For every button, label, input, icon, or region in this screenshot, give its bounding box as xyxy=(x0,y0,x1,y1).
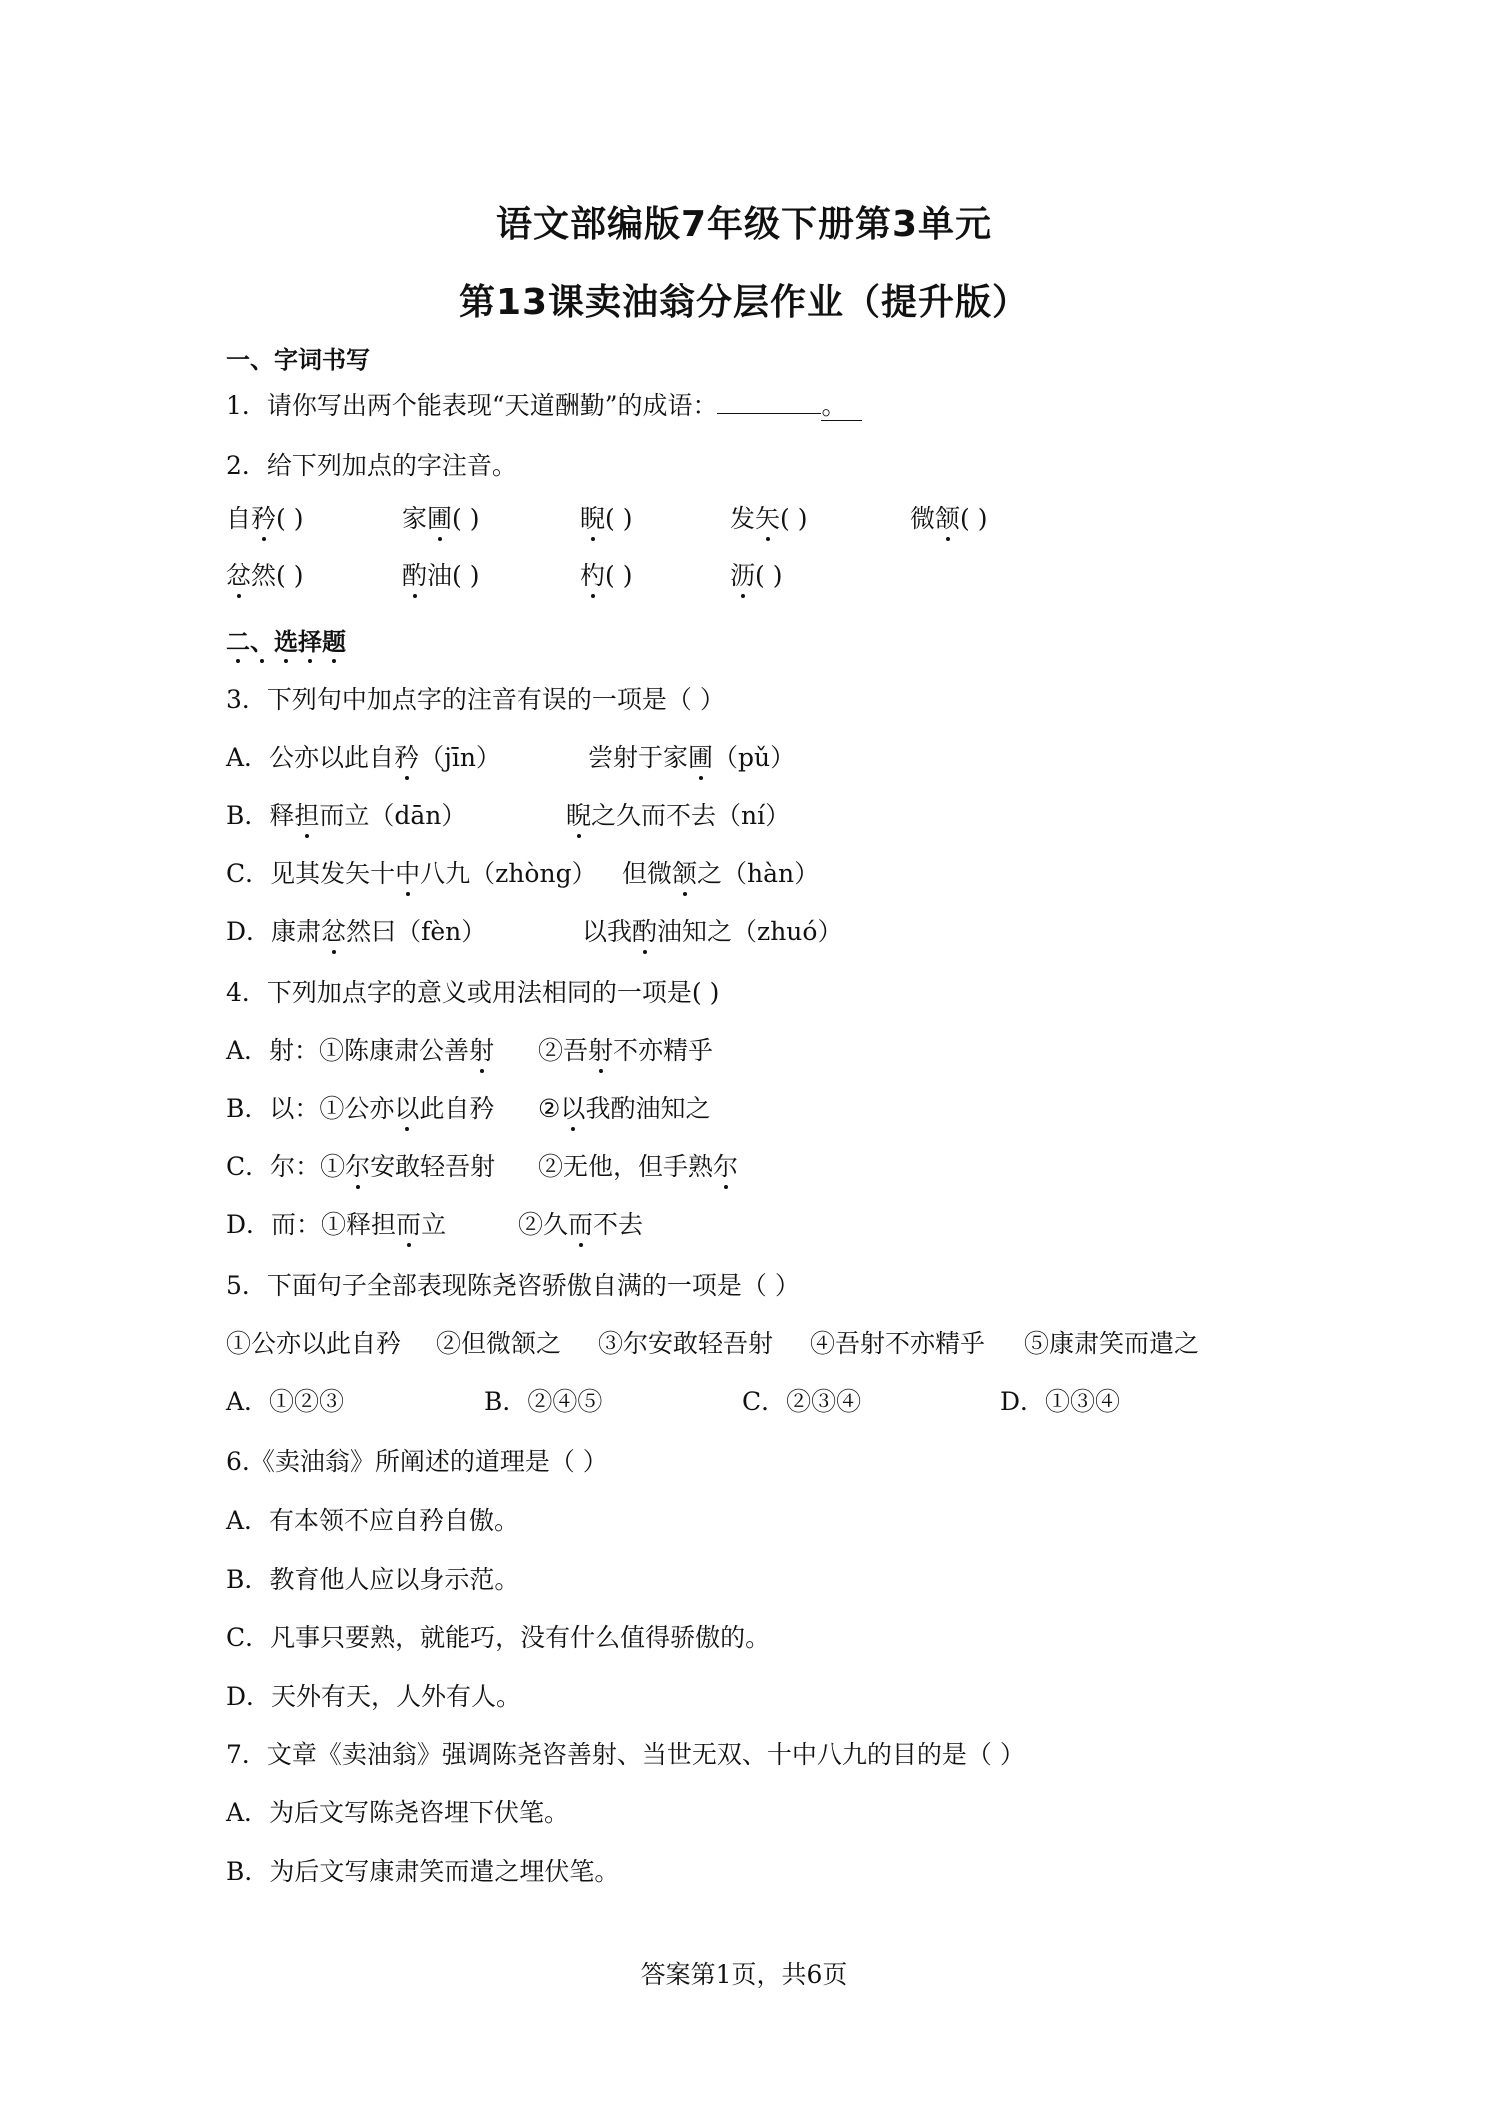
pinyin-item xyxy=(730,503,808,535)
pinyin-item-pre: 家 xyxy=(402,504,428,533)
option-part-a xyxy=(226,916,486,948)
pinyin-dotted-char: 忿 xyxy=(226,561,252,590)
option-part-b xyxy=(622,858,819,890)
choice-option[interactable]: B．②④⑤ xyxy=(484,1387,603,1416)
question-2: 2．给下列加点的字注音。 xyxy=(226,451,517,480)
option-b-post: 我酌油知之 xyxy=(585,1094,711,1123)
document-title: 语文部编版7年级下册第3单元 xyxy=(495,204,993,245)
option-part-b xyxy=(538,1035,713,1067)
option-b-dotted-char: 颔 xyxy=(672,859,698,888)
option-a-dotted-char: 矜 xyxy=(394,743,420,772)
option-a-post: （jīn） xyxy=(419,743,501,772)
pinyin-item xyxy=(730,560,782,592)
question-4-stem: 4．下列加点字的意义或用法相同的一项是( ) xyxy=(226,978,720,1007)
section-heading-vocabulary: 一、字词书写 xyxy=(226,346,370,374)
option-a-dotted-char: 而 xyxy=(396,1210,422,1239)
pinyin-dotted-char: 酌 xyxy=(402,561,428,590)
option-a-pre: D．而：①释担 xyxy=(226,1210,397,1239)
option-b-dotted-char: 而 xyxy=(568,1210,594,1239)
statement-item: ②但微颔之 xyxy=(436,1329,562,1358)
option-b-pre: ②久 xyxy=(518,1210,569,1239)
option-b-post: 油知之（zhuó） xyxy=(657,917,843,946)
option-part-b xyxy=(518,1209,643,1241)
answer-blank[interactable] xyxy=(717,391,821,414)
option-b-dotted-char: 尔 xyxy=(713,1152,739,1181)
pinyin-item-pre: 自 xyxy=(226,504,252,533)
option-part-b xyxy=(566,800,790,832)
option-a-post: 此自矜 xyxy=(419,1094,495,1123)
option-a-dotted-char: 担 xyxy=(294,801,320,830)
option-b-post: 之（hàn） xyxy=(697,859,820,888)
option-part-a xyxy=(226,1093,494,1125)
option-a-pre: C．见其发矢十 xyxy=(226,859,396,888)
choice-option[interactable]: B．教育他人应以身示范。 xyxy=(226,1564,520,1594)
pinyin-item xyxy=(402,560,479,592)
option-b-dotted-char: 圃 xyxy=(688,743,714,772)
option-b-dotted-char: 睨 xyxy=(566,801,592,830)
option-a-pre: A．公亦以此自 xyxy=(226,743,395,772)
choice-option[interactable]: D．天外有天，人外有人。 xyxy=(226,1681,522,1711)
choice-option[interactable]: D．①③④ xyxy=(1000,1387,1121,1416)
option-part-a xyxy=(226,742,501,774)
pinyin-item-post: ( ) xyxy=(605,561,633,590)
option-b-dotted-char: 以 xyxy=(560,1094,586,1123)
option-a-pre: B．以：①公亦 xyxy=(226,1094,395,1123)
pinyin-dotted-char: 睨 xyxy=(580,504,606,533)
option-a-post: 八九（zhòng） xyxy=(420,859,597,888)
option-a-pre: D．康肃 xyxy=(226,917,322,946)
choice-option[interactable]: A．为后文写陈尧咨埋下伏笔。 xyxy=(226,1798,570,1827)
option-b-pre: 以我 xyxy=(582,917,633,946)
option-part-b xyxy=(582,916,842,948)
choice-option[interactable]: C．②③④ xyxy=(742,1387,862,1416)
question-1-text: 1．请你写出两个能表现“天道酬勤”的成语： xyxy=(226,391,718,420)
pinyin-item xyxy=(226,503,304,535)
section-heading-choice: 二、选择题 xyxy=(226,622,346,657)
pinyin-item-post: ( ) xyxy=(960,504,988,533)
option-a-post: 而立（dān） xyxy=(319,801,467,830)
question-1 xyxy=(226,390,862,422)
option-part-b xyxy=(538,1151,738,1183)
pinyin-item-pre: 发 xyxy=(730,504,756,533)
pinyin-dotted-char: 沥 xyxy=(730,561,756,590)
option-part-a xyxy=(226,858,597,890)
option-part-a xyxy=(226,1035,494,1067)
choice-option[interactable]: B．为后文写康肃笑而遣之埋伏笔。 xyxy=(226,1856,620,1886)
pinyin-item-post: ( ) xyxy=(452,504,480,533)
option-b-post: （pǔ） xyxy=(713,743,796,772)
question-5-stem: 5．下面句子全部表现陈尧咨骄傲自满的一项是（ ） xyxy=(226,1271,800,1300)
pinyin-dotted-char: 颔 xyxy=(935,504,961,533)
choice-option[interactable]: A．有本领不应自矜自傲。 xyxy=(226,1506,520,1535)
option-part-a xyxy=(226,1151,495,1183)
document-subtitle: 第13课卖油翁分层作业（提升版） xyxy=(458,282,1030,323)
option-part-b xyxy=(538,1093,710,1125)
option-part-a xyxy=(226,1209,446,1241)
option-a-pre: C．尔：① xyxy=(226,1152,346,1181)
option-b-pre: 尝射于家 xyxy=(588,743,689,772)
option-b-pre: ② xyxy=(538,1094,561,1123)
pinyin-item-post: ( ) xyxy=(755,561,783,590)
pinyin-item-pre: 微 xyxy=(910,504,936,533)
option-a-dotted-char: 尔 xyxy=(345,1152,371,1181)
option-b-pre: ②吾 xyxy=(538,1036,589,1065)
pinyin-item-post: ( ) xyxy=(276,504,304,533)
option-part-a xyxy=(226,800,466,832)
option-b-post: 不去 xyxy=(593,1210,644,1239)
choice-option[interactable]: A．①②③ xyxy=(226,1387,345,1416)
option-b-pre: ②无他，但手熟 xyxy=(538,1152,714,1181)
option-b-pre: 但微 xyxy=(622,859,673,888)
question-3-stem: 3．下列句中加点字的注音有误的一项是（ ） xyxy=(226,685,725,714)
choice-option[interactable]: C．凡事只要熟，就能巧，没有什么值得骄傲的。 xyxy=(226,1623,771,1652)
pinyin-item-post: 然( ) xyxy=(251,561,304,590)
pinyin-dotted-char: 矢 xyxy=(755,504,781,533)
option-b-dotted-char: 酌 xyxy=(632,917,658,946)
option-a-post: 立 xyxy=(421,1210,447,1239)
option-b-post: 之久而不去（ní） xyxy=(591,801,791,830)
pinyin-item xyxy=(910,503,988,535)
page-footer: 答案第1页，共6页 xyxy=(640,1960,848,1989)
option-b-post: 不亦精乎 xyxy=(613,1036,714,1065)
question-1-end: 。 xyxy=(821,391,847,420)
pinyin-item-post: ( ) xyxy=(605,504,633,533)
pinyin-item-post: ( ) xyxy=(780,504,808,533)
pinyin-item xyxy=(402,503,480,535)
option-a-pre: B．释 xyxy=(226,801,295,830)
pinyin-item xyxy=(580,503,632,535)
pinyin-dotted-char: 杓 xyxy=(580,561,606,590)
option-a-dotted-char: 以 xyxy=(394,1094,420,1123)
pinyin-dotted-char: 圃 xyxy=(427,504,453,533)
option-part-b xyxy=(588,742,795,774)
pinyin-item xyxy=(580,560,632,592)
option-a-post: 安敢轻吾射 xyxy=(370,1152,496,1181)
option-a-dotted-char: 射 xyxy=(469,1036,495,1065)
statement-item: ④吾射不亦精乎 xyxy=(810,1329,986,1358)
pinyin-item-post: 油( ) xyxy=(427,561,480,590)
pinyin-dotted-char: 矜 xyxy=(251,504,277,533)
option-a-post: 然曰（fèn） xyxy=(346,917,487,946)
question-6-stem: 6.《卖油翁》所阐述的道理是（ ） xyxy=(226,1447,608,1476)
pinyin-item xyxy=(226,560,303,592)
option-a-dotted-char: 中 xyxy=(395,859,421,888)
question-7-stem: 7．文章《卖油翁》强调陈尧咨善射、当世无双、十中八九的目的是（ ） xyxy=(226,1740,1025,1769)
statement-item: ③尔安敢轻吾射 xyxy=(598,1329,774,1358)
statement-item: ⑤康肃笑而遣之 xyxy=(1024,1329,1200,1358)
option-a-pre: A．射：①陈康肃公善 xyxy=(226,1036,470,1065)
option-a-dotted-char: 忿 xyxy=(321,917,347,946)
statement-item: ①公亦以此自矜 xyxy=(226,1329,402,1358)
option-b-dotted-char: 射 xyxy=(588,1036,614,1065)
